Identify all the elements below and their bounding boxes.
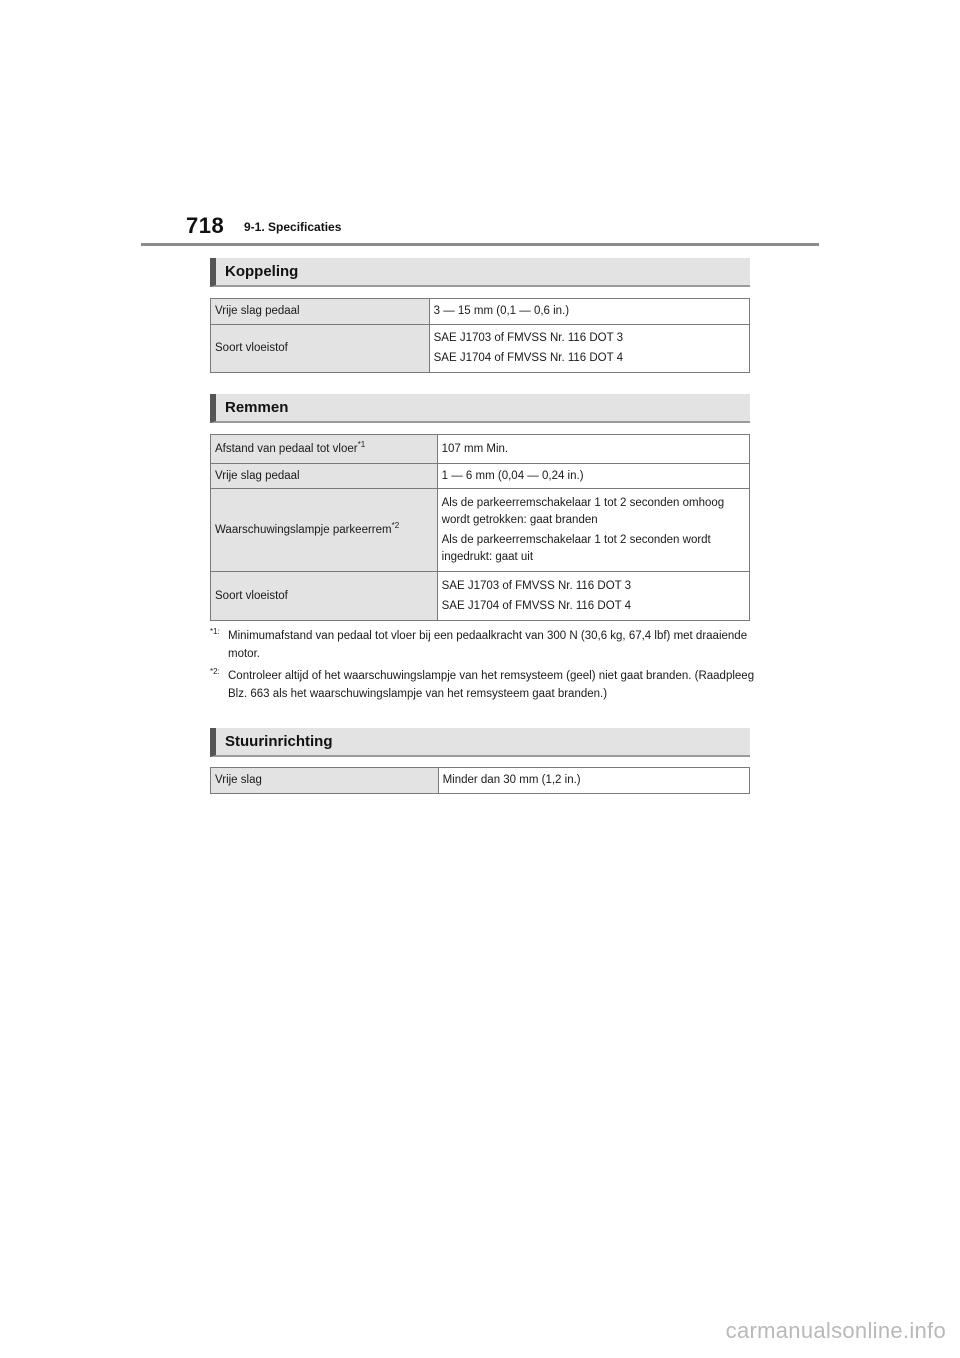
row-value: Minder dan 30 mm (1,2 in.) xyxy=(438,768,749,794)
table-row xyxy=(211,572,750,621)
page-number: 718 xyxy=(186,213,225,238)
row-label: Waarschuwingslampje parkeerrem$^{*2}$ xyxy=(211,489,438,572)
row-label: Soort vloeistof xyxy=(211,572,438,621)
section-stuurinrichting xyxy=(210,728,750,757)
table-row xyxy=(211,768,750,794)
section-remmen xyxy=(210,394,750,423)
footnote-text: Minimumafstand van pedaal tot vloer bij een pedaalkracht van 300 N (30,6 kg, 67,4 lbf) met draaiende motor. xyxy=(228,630,748,660)
table-row xyxy=(211,489,750,572)
table-row xyxy=(211,435,750,464)
table-row xyxy=(211,464,750,489)
row-value: SAE J1703 of FMVSS Nr. 116 DOT 3 SAE J1704 of FMVSS Nr. 116 DOT 4 xyxy=(429,325,749,373)
row-label: Afstand van pedaal tot vloer$^{*1}$ xyxy=(211,435,438,464)
watermark-text: carmanualsonline.info xyxy=(725,1318,946,1343)
table-row xyxy=(211,325,750,373)
row-label: Vrije slag xyxy=(211,768,439,794)
row-value: 107 mm Min. xyxy=(437,435,749,464)
footnote-mark: *2: xyxy=(210,667,220,677)
table-row xyxy=(211,299,750,325)
table-stuurinrichting xyxy=(210,767,750,794)
row-value: Als de parkeerremschakelaar 1 tot 2 seconden omhoog wordt getrokken: gaat branden Als de parkeerremschakelaar 1 tot 2 seconden wordt ingedrukt: gaat uit xyxy=(437,489,749,572)
section-koppeling xyxy=(210,258,750,287)
section-heading-stuurinrichting: Stuurinrichting xyxy=(210,728,750,757)
footnote xyxy=(210,667,755,703)
footnote-ref: *2 xyxy=(391,520,400,530)
table-koppeling xyxy=(210,298,750,373)
row-label: Vrije slag pedaal xyxy=(211,299,430,325)
header-divider xyxy=(141,243,819,246)
row-value: 3 — 15 mm (0,1 — 0,6 in.) xyxy=(429,299,749,325)
footnote-ref: *1 xyxy=(357,439,366,449)
footnote-text: Controleer altijd of het waarschuwingslampje van het remsysteem (geel) niet gaat branden. (Raadpleeg Blz. 663 als het waarschuwingslampje van het remsysteem gaat branden.) xyxy=(228,670,755,700)
footnote xyxy=(210,627,755,663)
section-heading-koppeling: Koppeling xyxy=(210,258,750,287)
row-value: 1 — 6 mm (0,04 — 0,24 in.) xyxy=(437,464,749,489)
footnotes xyxy=(210,627,755,707)
section-heading-remmen: Remmen xyxy=(210,394,750,423)
row-value: SAE J1703 of FMVSS Nr. 116 DOT 3 SAE J1704 of FMVSS Nr. 116 DOT 4 xyxy=(437,572,749,621)
chapter-title: 9-1. Specificaties xyxy=(244,220,342,234)
row-label: Soort vloeistof xyxy=(211,325,430,373)
table-remmen xyxy=(210,434,750,621)
footnote-mark: *1: xyxy=(210,627,220,637)
row-label: Vrije slag pedaal xyxy=(211,464,438,489)
